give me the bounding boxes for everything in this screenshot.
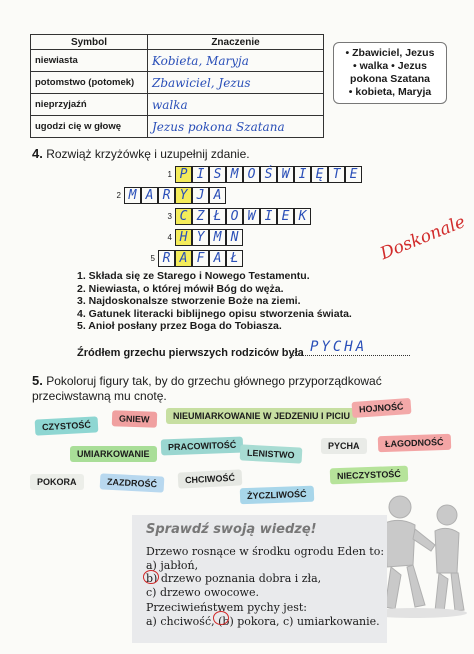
tag-pokora[interactable]: POKORA bbox=[30, 474, 84, 490]
sentence-answer[interactable]: PYCHA bbox=[290, 339, 410, 356]
tag-nieczystosc[interactable]: NIECZYSTOŚĆ bbox=[330, 466, 408, 485]
tag-chciwosc[interactable]: CHCIWOŚĆ bbox=[178, 469, 243, 488]
crossword-cell[interactable]: W bbox=[243, 208, 260, 225]
symbol-cell: ugodzi cię w głowę bbox=[31, 116, 148, 138]
tag-czystosc[interactable]: CZYSTOŚĆ bbox=[35, 416, 99, 435]
crossword-cell[interactable]: Ę bbox=[311, 166, 328, 183]
task-text: Pokoloruj figury tak, by do grzechu głównego przyporządkować przeciwstawną mu cnotę. bbox=[32, 374, 382, 403]
clue: 1. Składa się ze Starego i Nowego Testamentu. bbox=[77, 270, 310, 282]
crossword-cell[interactable]: O bbox=[226, 208, 243, 225]
crossword-cell[interactable]: K bbox=[294, 208, 311, 225]
crossword-cell[interactable]: W bbox=[277, 166, 294, 183]
crossword-cell[interactable]: M bbox=[209, 229, 226, 246]
crossword-cell[interactable]: N bbox=[226, 229, 243, 246]
tag-pracowitosc[interactable]: PRACOWITOŚĆ bbox=[161, 437, 244, 456]
crossword-cell[interactable]: J bbox=[192, 187, 209, 204]
crossword-cell[interactable]: Y bbox=[175, 187, 192, 204]
crossword-cell[interactable]: S bbox=[209, 166, 226, 183]
crossword-cell[interactable]: A bbox=[141, 187, 158, 204]
tag-zazdrosc[interactable]: ZAZDROŚĆ bbox=[100, 473, 165, 492]
crossword-cell[interactable]: M bbox=[226, 166, 243, 183]
crossword-row-number: 5 bbox=[150, 254, 155, 263]
symbol-cell: potomstwo (potomek) bbox=[31, 72, 148, 94]
task-number: 5. bbox=[32, 373, 43, 388]
teacher-signature: Doskonale bbox=[377, 211, 469, 265]
crossword-cell[interactable]: Ś bbox=[260, 166, 277, 183]
crossword-cell[interactable]: C bbox=[175, 208, 192, 225]
quiz-question: Przeciwieństwem pychy jest: bbox=[146, 601, 307, 614]
crossword-cell[interactable]: Ł bbox=[226, 250, 243, 267]
clue: 3. Najdoskonalsze stworzenie Boże na ziemi. bbox=[77, 295, 301, 307]
answer-circle bbox=[213, 611, 229, 625]
tag-gniew[interactable]: GNIEW bbox=[112, 410, 157, 428]
crossword-row-number: 3 bbox=[167, 212, 172, 221]
meaning-cell[interactable]: Kobieta, Maryja bbox=[148, 50, 324, 72]
crossword-cell[interactable]: I bbox=[192, 166, 209, 183]
crossword-cell[interactable]: H bbox=[175, 229, 192, 246]
symbol-cell: nieprzyjaźń bbox=[31, 94, 148, 116]
tag-lenistwo[interactable]: LENISTWO bbox=[240, 444, 302, 463]
table-row bbox=[31, 116, 324, 138]
meaning-cell[interactable]: Jezus pokona Szatana bbox=[148, 116, 324, 138]
crossword-cell[interactable]: A bbox=[209, 250, 226, 267]
quiz-title: Sprawdź swoją wiedzę! bbox=[146, 522, 317, 537]
tag-zyczliwosc[interactable]: ŻYCZLIWOŚĆ bbox=[240, 486, 314, 505]
crossword-cell[interactable]: I bbox=[260, 208, 277, 225]
quiz-box bbox=[132, 515, 387, 643]
crossword-row-number: 1 bbox=[167, 170, 172, 179]
crossword-cell[interactable]: O bbox=[243, 166, 260, 183]
table-row bbox=[31, 50, 324, 72]
crossword-cell[interactable]: E bbox=[277, 208, 294, 225]
crossword-clues bbox=[77, 270, 352, 333]
crossword-cell[interactable]: Z bbox=[192, 208, 209, 225]
tag-hojnosc[interactable]: HOJNOŚĆ bbox=[352, 398, 411, 418]
crossword-cell[interactable]: M bbox=[124, 187, 141, 204]
crossword-cell[interactable]: T bbox=[328, 166, 345, 183]
task-number: 4. bbox=[32, 146, 43, 161]
crossword-cell[interactable]: I bbox=[294, 166, 311, 183]
quiz-option[interactable]: c) drzewo owocowe. bbox=[146, 585, 259, 599]
tag-nieumiarkowanie[interactable]: NIEUMIARKOWANIE W JEDZENIU I PICIU bbox=[166, 408, 357, 424]
tag-lagodnosc[interactable]: ŁAGODNOŚĆ bbox=[378, 434, 451, 453]
crossword-cell[interactable]: A bbox=[209, 187, 226, 204]
answer-hint-box bbox=[333, 42, 447, 104]
crossword-cell[interactable]: P bbox=[175, 166, 192, 183]
tag-pycha[interactable]: PYCHA bbox=[321, 438, 367, 454]
crossword-cell[interactable]: Y bbox=[192, 229, 209, 246]
quiz-option[interactable]: b) drzewo poznania dobra i zła, bbox=[146, 572, 322, 585]
clue: 2. Niewiasta, o której mówił Bóg do węża. bbox=[77, 282, 284, 295]
quiz-option[interactable]: a) jabłoń, bbox=[146, 558, 199, 572]
meaning-cell[interactable]: Zbawiciel, Jezus bbox=[148, 72, 324, 94]
symbol-cell: niewiasta bbox=[31, 50, 148, 72]
crossword-cell[interactable]: Ł bbox=[209, 208, 226, 225]
quiz-question: Drzewo rosnące w środku ogrodu Eden to: bbox=[146, 545, 385, 558]
crossword-cell[interactable]: F bbox=[192, 250, 209, 267]
crossword-row-number: 2 bbox=[116, 191, 121, 200]
hint-line: pokona Szatana bbox=[350, 73, 430, 85]
task-text: Rozwiąż krzyżówkę i uzupełnij zdanie. bbox=[46, 147, 250, 161]
task-4-heading bbox=[32, 146, 250, 161]
answer-circle bbox=[143, 570, 159, 584]
meaning-cell[interactable]: walka bbox=[148, 94, 324, 116]
hint-line: • walka • Jezus bbox=[353, 60, 427, 72]
table-row bbox=[31, 94, 324, 116]
hint-line: • kobieta, Maryja bbox=[348, 86, 432, 98]
table-header: Znaczenie bbox=[148, 35, 324, 50]
crossword-row-number: 4 bbox=[167, 233, 172, 242]
hint-line: • Zbawiciel, Jezus bbox=[345, 47, 435, 59]
crossword-cell[interactable]: A bbox=[175, 250, 192, 267]
table-header: Symbol bbox=[31, 35, 148, 50]
clue: 5. Anioł posłany przez Boga do Tobiasza. bbox=[77, 320, 282, 332]
crossword-cell[interactable]: R bbox=[158, 250, 175, 267]
table-row bbox=[31, 72, 324, 94]
crossword-cell[interactable]: R bbox=[158, 187, 175, 204]
fill-sentence bbox=[77, 347, 304, 359]
clue: 4. Gatunek literacki biblijnego opisu stworzenia świata. bbox=[77, 307, 352, 320]
quiz-option[interactable]: a) chciwość, (b) pokora, c) umiarkowanie. bbox=[146, 614, 380, 628]
sentence-text: Źródłem grzechu pierwszych rodziców była bbox=[77, 347, 304, 359]
tag-umiarkowanie[interactable]: UMIARKOWANIE bbox=[70, 446, 157, 462]
symbol-table bbox=[30, 34, 324, 138]
crossword-cell[interactable]: E bbox=[345, 166, 362, 183]
